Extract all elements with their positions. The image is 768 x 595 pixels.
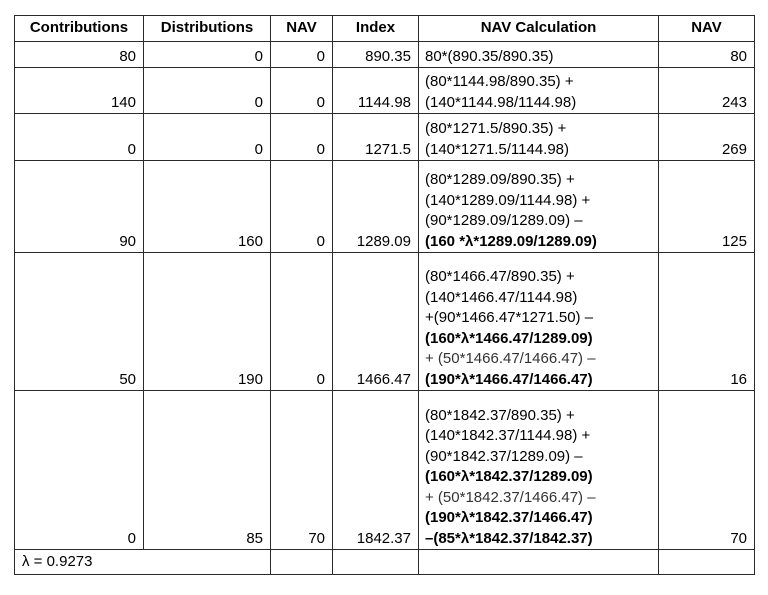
cell-nav-result: 70 xyxy=(659,391,755,550)
header-distributions: Distributions xyxy=(144,16,271,42)
calc-line: (80*1144.98/890.35) + xyxy=(425,73,574,90)
calc-line: 80*(890.35/890.35) xyxy=(425,47,554,65)
nav-calculation-table xyxy=(14,15,755,575)
cell-distributions: 0 xyxy=(144,68,271,114)
calc-line: (140*1144.98/1144.98) xyxy=(425,93,577,111)
calc-line: (80*1271.5/890.35) + xyxy=(425,120,567,137)
cell-contributions: 90 xyxy=(15,161,144,253)
header-index: Index xyxy=(333,16,419,42)
cell-index: 1289.09 xyxy=(333,161,419,253)
footer-row xyxy=(15,550,755,575)
cell-nav-result: 16 xyxy=(659,253,755,391)
cell-contributions: 80 xyxy=(15,42,144,68)
header-row xyxy=(15,16,755,42)
cell-nav-result: 243 xyxy=(659,68,755,114)
calc-line: (190*λ*1466.47/1466.47) xyxy=(425,370,593,388)
empty-cell xyxy=(271,550,333,575)
cell-distributions: 85 xyxy=(144,391,271,550)
cell-index: 1466.47 xyxy=(333,253,419,391)
calc-line: (80*1842.37/890.35) + xyxy=(425,406,575,424)
cell-contributions: 50 xyxy=(15,253,144,391)
cell-nav: 0 xyxy=(271,68,333,114)
calc-line: (160*λ*1466.47/1289.09) xyxy=(425,329,593,347)
calc-line: + (50*1466.47/1466.47) – xyxy=(425,350,596,367)
header-nav: NAV xyxy=(271,16,333,42)
cell-distributions: 0 xyxy=(144,114,271,161)
calc-line: (140*1842.37/1144.98) + xyxy=(425,427,591,444)
calc-line: (160*λ*1842.37/1289.09) xyxy=(425,468,593,485)
calc-line: (140*1271.5/1144.98) xyxy=(425,140,570,158)
cell-nav-calculation xyxy=(419,161,659,253)
calc-line: (140*1466.47/1144.98) xyxy=(425,288,578,306)
cell-distributions: 160 xyxy=(144,161,271,253)
cell-nav: 70 xyxy=(271,391,333,550)
lambda-label: λ = 0.9273 xyxy=(15,550,271,575)
table-row xyxy=(15,253,755,391)
calc-line: + (50*1842.37/1466.47) – xyxy=(425,488,596,506)
cell-nav-calculation xyxy=(419,42,659,68)
cell-index: 1271.5 xyxy=(333,114,419,161)
calc-line: –(85*λ*1842.37/1842.37) xyxy=(425,529,593,547)
cell-nav: 0 xyxy=(271,253,333,391)
cell-index: 1144.98 xyxy=(333,68,419,114)
calc-line: (140*1289.09/1144.98) + xyxy=(425,191,591,209)
cell-nav-calculation xyxy=(419,68,659,114)
calc-line: (90*1842.37/1289.09) – xyxy=(425,447,583,465)
cell-distributions: 190 xyxy=(144,253,271,391)
cell-nav-calculation xyxy=(419,114,659,161)
calc-line: +(90*1466.47*1271.50) – xyxy=(425,309,594,326)
cell-contributions: 0 xyxy=(15,391,144,550)
header-nav-result: NAV xyxy=(659,16,755,42)
cell-nav: 0 xyxy=(271,42,333,68)
empty-cell xyxy=(333,550,419,575)
table-row xyxy=(15,42,755,68)
cell-nav-result: 80 xyxy=(659,42,755,68)
cell-index: 890.35 xyxy=(333,42,419,68)
cell-contributions: 140 xyxy=(15,68,144,114)
table-row xyxy=(15,68,755,114)
table-row xyxy=(15,391,755,550)
cell-index: 1842.37 xyxy=(333,391,419,550)
calc-line: (90*1289.09/1289.09) – xyxy=(425,212,583,229)
cell-distributions: 0 xyxy=(144,42,271,68)
cell-nav: 0 xyxy=(271,114,333,161)
empty-cell xyxy=(419,550,659,575)
cell-contributions: 0 xyxy=(15,114,144,161)
calc-line: (160 *λ*1289.09/1289.09) xyxy=(425,232,597,250)
header-nav-calculation: NAV Calculation xyxy=(419,16,659,42)
calc-line: (190*λ*1842.37/1466.47) xyxy=(425,509,593,526)
cell-nav: 0 xyxy=(271,161,333,253)
calc-line: (80*1466.47/890.35) + xyxy=(425,268,575,285)
cell-nav-calculation xyxy=(419,391,659,550)
cell-nav-calculation xyxy=(419,253,659,391)
empty-cell xyxy=(659,550,755,575)
cell-nav-result: 269 xyxy=(659,114,755,161)
cell-nav-result: 125 xyxy=(659,161,755,253)
calc-line: (80*1289.09/890.35) + xyxy=(425,171,575,188)
table-row xyxy=(15,161,755,253)
table-row xyxy=(15,114,755,161)
header-contributions: Contributions xyxy=(15,16,144,42)
